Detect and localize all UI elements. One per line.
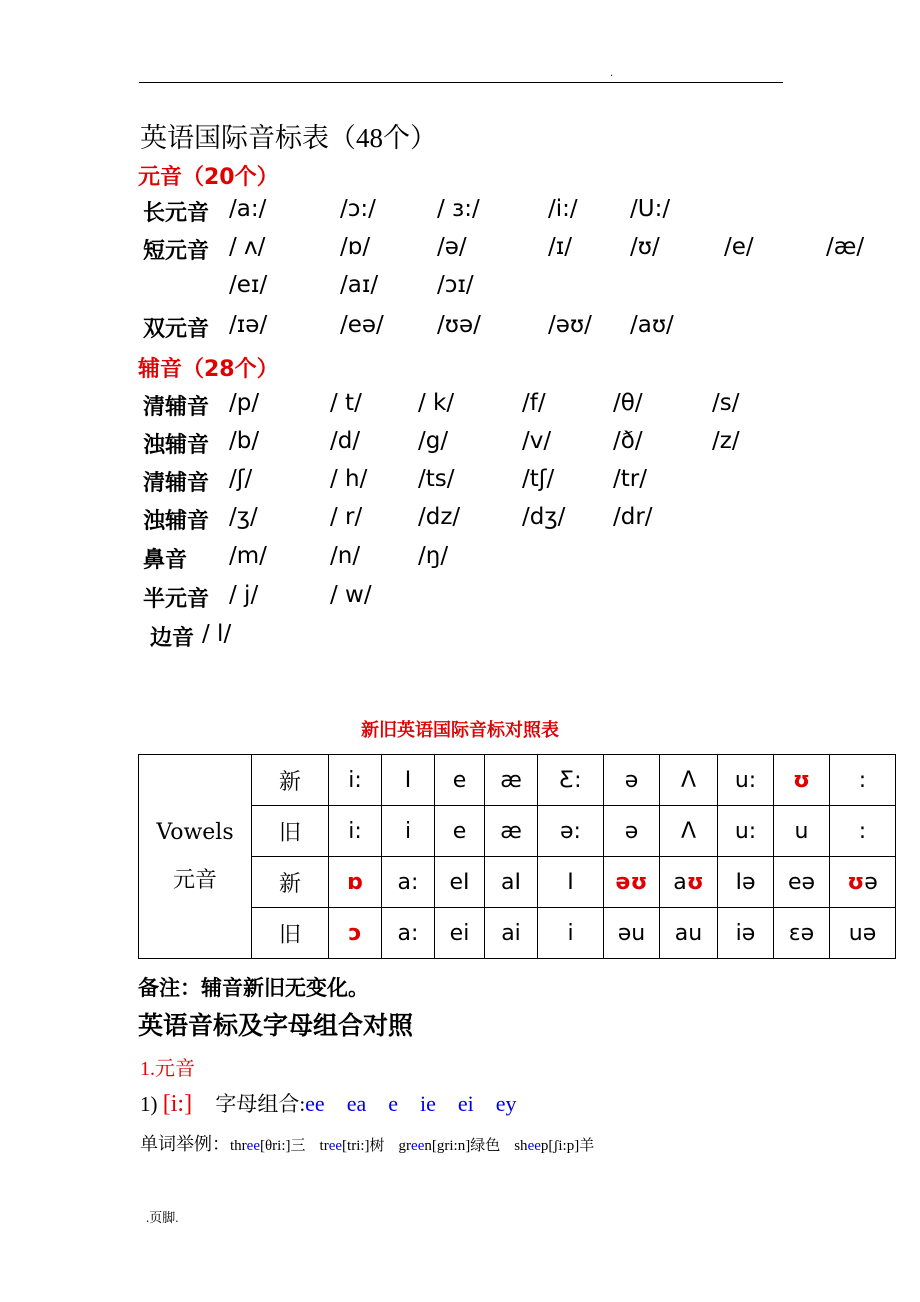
phonetic-symbol: / l/ [202, 621, 232, 647]
example-word [399, 1138, 501, 1154]
vowel-row-label: 短元音 [143, 239, 210, 264]
phonetic-symbol: /ŋ/ [418, 543, 449, 569]
phoneme-cell: eI [435, 857, 485, 908]
phonetic-symbol: /i:/ [548, 196, 578, 222]
phonetic-symbol: /ð/ [613, 428, 643, 454]
phonetic-symbol: /a:/ [229, 196, 267, 222]
consonant-row-label: 浊辅音 [143, 433, 210, 458]
combo-item: ea [346, 1091, 367, 1116]
phonetic-symbol: /æ/ [826, 234, 865, 260]
combo-item: ey [495, 1091, 517, 1116]
example-word-pre: gr [398, 1138, 412, 1154]
phonetic-symbol: / h/ [330, 466, 368, 492]
phonetic-symbol: /s/ [712, 390, 740, 416]
example-word-zh: 树 [369, 1138, 385, 1154]
phoneme-cell: : [830, 806, 896, 857]
phonetic-symbol: /ʃ/ [229, 466, 253, 492]
phoneme-part-highlight: ʊ [686, 869, 704, 895]
example-word-hl: ee [246, 1138, 260, 1154]
phoneme-cell: I [538, 857, 604, 908]
phoneme-cell: ɒ [329, 857, 382, 908]
sub-heading: 1.元音 [140, 1058, 195, 1080]
phonetic-symbol: /ʊ/ [630, 234, 660, 260]
phoneme-cell: a: [382, 857, 435, 908]
phonetic-symbol: /ʒ/ [229, 504, 258, 530]
example-word-post: n [424, 1138, 432, 1154]
example-word-ipa: [θri:] [260, 1138, 291, 1154]
phonetic-symbol: /eə/ [340, 312, 384, 338]
item-index: 1) [140, 1092, 158, 1116]
phonetic-symbol: /b/ [229, 428, 260, 454]
consonant-row-label: 边音 [150, 626, 195, 651]
example-word-ipa: [ʃi:p] [548, 1138, 580, 1154]
phoneme-cell: u: [718, 755, 774, 806]
phonetic-symbol: /ʊə/ [437, 312, 481, 338]
phoneme-cell: i: [329, 755, 382, 806]
example-word [514, 1138, 594, 1154]
phonetic-symbol: /dz/ [418, 504, 461, 530]
phoneme-cell: i [538, 908, 604, 959]
phoneme-part-highlight: ʊ [847, 869, 865, 895]
phoneme-cell: e [435, 806, 485, 857]
phonetic-symbol: /eɪ/ [229, 272, 268, 298]
combo-item: ee [305, 1091, 325, 1116]
vowel-row-label: 长元音 [143, 201, 210, 226]
phoneme-cell: Iə [718, 857, 774, 908]
example-word-ipa: [tri:] [342, 1138, 370, 1154]
phoneme-cell: u: [718, 806, 774, 857]
example-word-post: p [540, 1138, 549, 1154]
phoneme-cell [660, 857, 718, 908]
phoneme-cell: i: [329, 806, 382, 857]
phoneme-cell: e [435, 755, 485, 806]
phoneme-cell: ə: [538, 806, 604, 857]
kind-cell: 旧 [252, 806, 329, 857]
phonetic-symbol: /ɪə/ [229, 312, 268, 338]
example-word [320, 1138, 385, 1154]
category-cell [139, 755, 252, 959]
example-word-hl: ee [328, 1138, 343, 1154]
table-title: 新旧英语国际音标对照表 [361, 720, 559, 741]
phoneme-cell: æ [485, 755, 538, 806]
table-row [139, 908, 896, 959]
phonetic-symbol: /ɒ/ [340, 234, 371, 260]
phoneme-cell: əu [604, 908, 660, 959]
phonetic-symbol: /f/ [522, 390, 546, 416]
phoneme-cell: : [830, 755, 896, 806]
phonetic-symbol: /ɔ:/ [340, 196, 376, 222]
phoneme-cell: ei [435, 908, 485, 959]
phoneme-cell: ə [604, 755, 660, 806]
phoneme-cell: æ [485, 806, 538, 857]
phonetic-symbol: /dr/ [613, 504, 653, 530]
phoneme-cell: ʊ [774, 755, 830, 806]
phoneme-cell: eə [774, 857, 830, 908]
phonetic-symbol: / t/ [330, 390, 362, 416]
phonetic-symbol: / ʌ/ [229, 234, 266, 260]
example-word-ipa: [gri:n] [431, 1138, 471, 1154]
example-word-zh: 羊 [579, 1138, 595, 1154]
consonant-row-label: 浊辅音 [143, 509, 210, 534]
phonetic-symbol: /ɔɪ/ [437, 272, 474, 298]
phonetic-symbol: / k/ [418, 390, 455, 416]
phonetic-symbol: /aɪ/ [340, 272, 379, 298]
phonetic-symbol: /e/ [724, 234, 754, 260]
footer: .页脚. [146, 1210, 179, 1225]
combo-item: ei [457, 1091, 474, 1116]
phoneme-part: a [673, 869, 687, 895]
combo-label: 字母组合: [215, 1092, 306, 1116]
phonetic-symbol: /v/ [522, 428, 552, 454]
example-word-pre: thr [230, 1138, 247, 1154]
example-words [230, 1134, 608, 1154]
phoneme-cell: Λ [660, 755, 718, 806]
header-rule [139, 82, 783, 83]
phonetic-symbol: /ɪ/ [548, 234, 573, 260]
phonetic-symbol: /aʊ/ [630, 312, 674, 338]
vowel-row-label: 双元音 [143, 317, 210, 342]
phoneme-cell: aI [485, 857, 538, 908]
item-1-line [140, 1088, 539, 1118]
phoneme-cell: ai [485, 908, 538, 959]
phoneme-cell: Λ [660, 806, 718, 857]
consonant-row-label: 清辅音 [143, 471, 210, 496]
consonant-row-label: 半元音 [143, 587, 210, 612]
phonetic-symbol: /əʊ/ [548, 312, 592, 338]
phoneme-cell: u [774, 806, 830, 857]
phoneme-cell: iə [718, 908, 774, 959]
phonetic-symbol: /ə/ [437, 234, 467, 260]
phonetic-symbol: /θ/ [613, 390, 643, 416]
phoneme-cell [830, 857, 896, 908]
phonetic-symbol: /tʃ/ [522, 466, 555, 492]
phonetic-symbol: / j/ [229, 582, 259, 608]
table-row [139, 755, 896, 806]
phoneme-cell: i [382, 806, 435, 857]
page-title: 英语国际音标表（48个） [140, 123, 437, 153]
examples-line [140, 1130, 608, 1156]
example-word-zh: 绿色 [470, 1138, 501, 1154]
phonetic-symbol: /dʒ/ [522, 504, 566, 530]
phonetic-symbol: / ɜ:/ [437, 196, 480, 222]
table-row [139, 857, 896, 908]
item-phoneme: [i:] [162, 1091, 193, 1117]
phonetic-symbol: /p/ [229, 390, 260, 416]
section-title: 英语音标及字母组合对照 [138, 1011, 414, 1040]
phoneme-cell: au [660, 908, 718, 959]
phoneme-cell: əʊ [604, 857, 660, 908]
phoneme-cell: ə [604, 806, 660, 857]
kind-cell: 旧 [252, 908, 329, 959]
example-word-pre: tr [319, 1138, 329, 1154]
phoneme-cell: ɔ [329, 908, 382, 959]
kind-cell: 新 [252, 755, 329, 806]
phonetic-symbol: /ts/ [418, 466, 455, 492]
phonetic-symbol: / r/ [330, 504, 363, 530]
example-word-pre: sh [514, 1138, 528, 1154]
phoneme-cell: uə [830, 908, 896, 959]
consonant-row-label: 鼻音 [143, 548, 188, 573]
consonants-heading: 辅音（28个） [138, 357, 279, 382]
phonetic-symbol: /z/ [712, 428, 740, 454]
phoneme-cell: ɛə [774, 908, 830, 959]
phonetic-symbol: /n/ [330, 543, 361, 569]
phoneme-cell: a: [382, 908, 435, 959]
phoneme-cell: Ƹ: [538, 755, 604, 806]
phonetic-symbol: /U:/ [630, 196, 671, 222]
consonant-row-label: 清辅音 [143, 395, 210, 420]
category-zh: 元音 [172, 867, 217, 893]
combo-item: ie [420, 1091, 436, 1116]
category-en: Vowels [156, 819, 234, 845]
phoneme-part: ə [864, 869, 878, 895]
combo-list [305, 1092, 538, 1116]
phonetic-symbol: / w/ [330, 582, 372, 608]
phonetic-symbol: /tr/ [613, 466, 647, 492]
comparison-table [138, 754, 896, 959]
phonetic-symbol: /d/ [330, 428, 361, 454]
table-row [139, 806, 896, 857]
header-dot: . [610, 68, 614, 79]
phonetic-symbol: /m/ [229, 543, 267, 569]
examples-label: 单词举例： [140, 1134, 230, 1154]
example-word-hl: ee [527, 1138, 541, 1154]
example-word [230, 1138, 306, 1154]
combo-item: e [388, 1091, 398, 1116]
kind-cell: 新 [252, 857, 329, 908]
phonetic-symbol: /g/ [418, 428, 449, 454]
phoneme-cell: I [382, 755, 435, 806]
note: 备注：辅音新旧无变化。 [138, 976, 369, 1000]
example-word-hl: ee [411, 1138, 425, 1154]
example-word-zh: 三 [290, 1138, 306, 1154]
vowels-heading: 元音（20个） [138, 165, 279, 190]
